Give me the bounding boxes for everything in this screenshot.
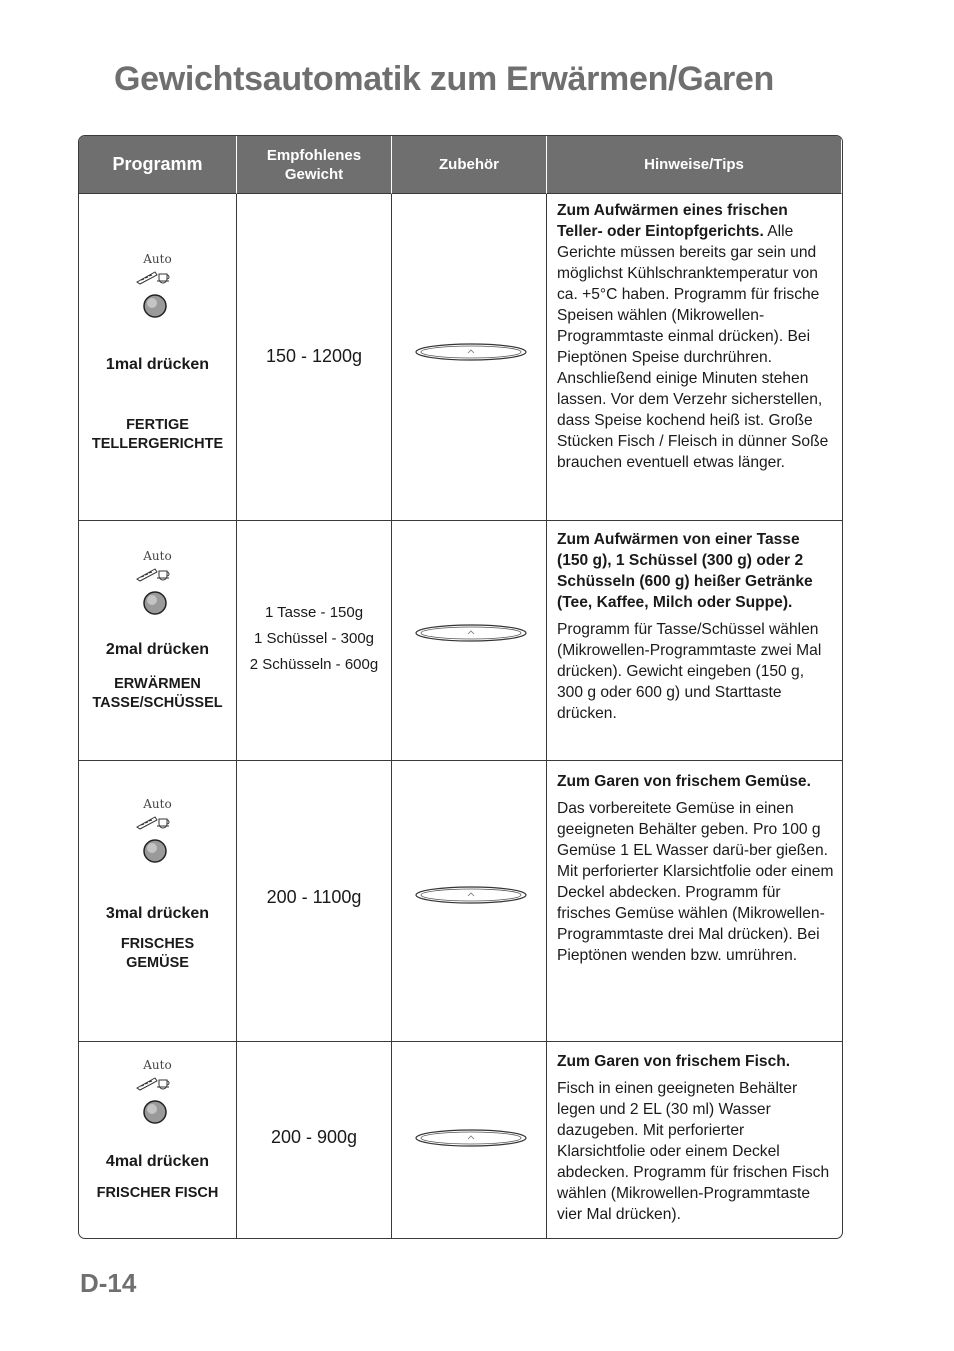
auto-label: Auto	[143, 797, 172, 811]
page-number: D-14	[80, 1268, 137, 1298]
header-hinweise: Hinweise/Tips	[547, 136, 842, 194]
program-cell	[79, 1042, 237, 1238]
tips-bold: Zum Garen von frischem Gemüse.	[557, 773, 811, 790]
glass-tray-icon	[414, 623, 528, 643]
weight-cell	[237, 521, 392, 761]
weight-option: 1 Schüssel - 300g	[253, 630, 375, 647]
header-zubehoer: Zubehör	[392, 136, 547, 194]
program-name: FRISCHER FISCH	[96, 1185, 219, 1201]
auto-button-icon	[135, 565, 179, 617]
glass-tray-icon	[414, 342, 528, 362]
accessory-cell	[392, 1042, 547, 1238]
tips-body: Fisch in einen geeigneten Behälter legen und 2 EL (30 ml) Wasser dazugeben. Mit perforierter Klarsichtfolie oder einem Deckel abdecken. Programm für frischen Fisch wählen (Mikrowellen-Programmtaste vier Mal drücken).	[557, 1080, 830, 1223]
header-gewicht-line2: Gewicht	[284, 165, 344, 183]
auto-weight-table	[78, 135, 843, 1239]
program-cell	[79, 194, 237, 521]
auto-button-icon	[135, 268, 179, 320]
weight-value: 200 - 900g	[270, 1127, 358, 1147]
glass-tray-icon	[414, 1128, 528, 1148]
tips-bold: Zum Aufwärmen von einer Tasse (150 g), 1 Schüssel (300 g) oder 2 Schüsseln (600 g) heißer Getränke (Tee, Kaffee, Milch oder Suppe).	[557, 531, 813, 611]
tips-body: Alle Gerichte müssen bereits gar sein und möglichst Kühlschranktemperatur von ca. +5°C haben. Programm für frische Speisen wählen (Mikrowellen-Programmtaste einmal drücken). Bei Pieptönen Speise durchrühren. Anschließend einige Minuten stehen lassen. Vor dem Verzehr sicherstellen, dass Speise kochend heiß ist. Große Stücken Fisch / Fleisch in dünner Soße brauchen eventuell etwas länger.	[557, 223, 829, 471]
program-cell	[79, 761, 237, 1042]
header-gewicht-line1: Empfohlenes	[266, 146, 362, 164]
page-title: Gewichtsautomatik zum Erwärmen/Garen	[114, 60, 774, 98]
weight-value: 200 - 1100g	[266, 887, 362, 907]
program-name-line2: GEMÜSE	[126, 955, 189, 971]
header-programm: Programm	[79, 136, 237, 194]
auto-button-icon	[135, 813, 179, 865]
press-count-label: 3mal drücken	[105, 905, 210, 922]
accessory-cell	[392, 521, 547, 761]
weight-cell	[237, 1042, 392, 1238]
tips-bold: Zum Aufwärmen eines frischen Teller- oder Eintopfgerichts.	[557, 202, 788, 240]
program-name-line2: TELLERGERICHTE	[91, 436, 224, 452]
program-name-line1: ERWÄRMEN	[114, 676, 201, 692]
auto-label: Auto	[143, 1058, 172, 1072]
tips-body: Programm für Tasse/Schüssel wählen (Mikrowellen-Programmtaste zwei Mal drücken). Gewicht eingeben (150 g, 300 g oder 600 g) und Starttaste drücken.	[557, 621, 822, 722]
press-count-label: 4mal drücken	[105, 1153, 210, 1170]
weight-cell	[237, 194, 392, 521]
program-name-line1: FRISCHES	[120, 936, 195, 952]
tips-bold: Zum Garen von frischem Fisch.	[557, 1053, 791, 1070]
tips-text	[557, 1051, 834, 1225]
program-name	[79, 935, 236, 973]
weight-options	[237, 600, 391, 678]
weight-option: 2 Schüsseln - 600g	[249, 656, 379, 673]
weight-value: 150 - 1200g	[265, 346, 363, 366]
accessory-cell	[392, 761, 547, 1042]
tips-cell	[547, 521, 842, 761]
tips-text	[557, 771, 834, 966]
auto-label: Auto	[143, 252, 172, 266]
tips-text	[557, 529, 834, 724]
header-gewicht	[237, 136, 392, 194]
tips-body: Das vorbereitete Gemüse in einen geeigneten Behälter geben. Pro 100 g Gemüse 1 EL Wasser darü-ber gießen. Mit perforierter Klarsichtfolie oder einem Deckel abdecken. Programm für frisches Gemüse wählen (Mikrowellen-Programmtaste drei Mal drücken). Bei Pieptönen wenden bzw. umrühren.	[557, 800, 834, 964]
program-name	[79, 416, 236, 454]
program-name	[79, 675, 236, 713]
auto-button-icon	[135, 1074, 179, 1126]
auto-label: Auto	[143, 549, 172, 563]
weight-option: 1 Tasse - 150g	[264, 604, 364, 621]
tips-text	[557, 200, 834, 473]
tips-cell	[547, 1042, 842, 1238]
press-count-label: 2mal drücken	[105, 641, 210, 658]
accessory-cell	[392, 194, 547, 521]
press-count-label: 1mal drücken	[105, 356, 210, 373]
glass-tray-icon	[414, 885, 528, 905]
program-name-line2: TASSE/SCHÜSSEL	[92, 695, 223, 711]
tips-cell	[547, 194, 842, 521]
tips-cell	[547, 761, 842, 1042]
weight-cell	[237, 761, 392, 1042]
program-cell	[79, 521, 237, 761]
program-name-line1: FERTIGE	[126, 417, 189, 433]
